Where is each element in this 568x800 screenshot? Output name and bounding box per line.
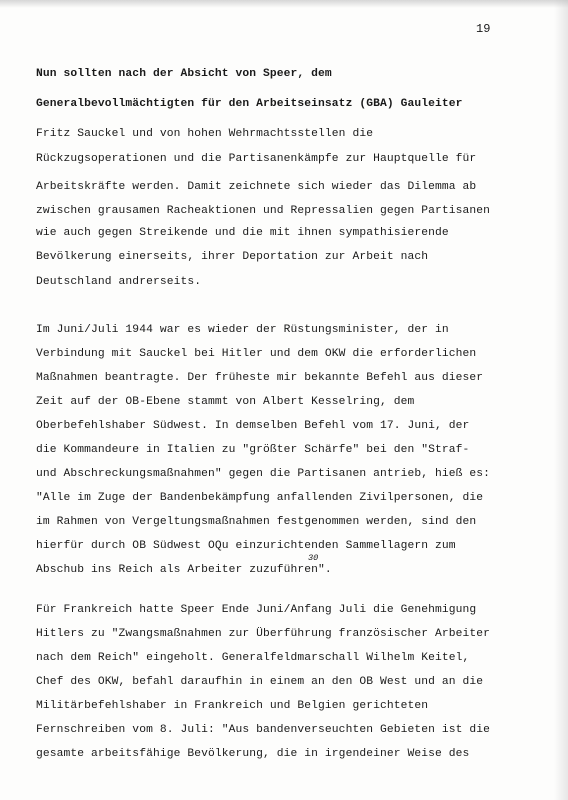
paragraph-1-line-5: Arbeitskräfte werden. Damit zeichnete sich wieder das Dilemma ab bbox=[36, 181, 477, 193]
paragraph-3-line-6: Fernschreiben vom 8. Juli: "Aus bandenverseuchten Gebieten ist die bbox=[36, 724, 491, 736]
paragraph-2-line-9: im Rahmen von Vergeltungsmaßnahmen festgenommen werden, sind den bbox=[36, 516, 477, 528]
paragraph-1-line-4: Rückzugsoperationen und die Partisanenkämpfe zur Hauptquelle für bbox=[36, 153, 477, 165]
scan-edge-top bbox=[0, 0, 568, 8]
paragraph-3-line-7: gesamte arbeitsfähige Bevölkerung, die in irgendeiner Weise des bbox=[36, 748, 470, 760]
paragraph-2-line-5: Oberbefehlshaber Südwest. In demselben Befehl vom 17. Juni, der bbox=[36, 420, 470, 432]
paragraph-3-line-2: Hitlers zu "Zwangsmaßnahmen zur Überführung französischer Arbeiter bbox=[36, 628, 491, 640]
paragraph-1-line-2: Generalbevollmächtigten für den Arbeitseinsatz (GBA) Gauleiter bbox=[36, 98, 463, 110]
paragraph-1-line-6: zwischen grausamen Racheaktionen und Repressalien gegen Partisanen bbox=[36, 205, 491, 217]
paragraph-2-line-11: Abschub ins Reich als Arbeiter zuzuführen". bbox=[36, 564, 332, 576]
footnote-mark: 30 bbox=[308, 553, 319, 563]
paragraph-2-line-4: Zeit auf der OB-Ebene stammt von Albert Kesselring, dem bbox=[36, 396, 415, 408]
paragraph-1-line-8: Bevölkerung einerseits, ihrer Deportation zur Arbeit nach bbox=[36, 251, 429, 263]
paragraph-2-line-1: Im Juni/Juli 1944 war es wieder der Rüstungsminister, der in bbox=[36, 324, 449, 336]
paragraph-3-line-1: Für Frankreich hatte Speer Ende Juni/Anfang Juli die Genehmigung bbox=[36, 604, 477, 616]
paragraph-1-line-7: wie auch gegen Streikende und die mit ihnen sympathisierende bbox=[36, 227, 449, 239]
paragraph-3-line-4: Chef des OKW, befahl daraufhin in einem an den OB West und an die bbox=[36, 676, 484, 688]
paragraph-2-line-10: hierfür durch OB Südwest OQu einzurichtenden Sammellagern zum bbox=[36, 540, 456, 552]
scan-edge-right bbox=[554, 0, 568, 800]
paragraph-2-line-7: und Abschreckungsmaßnahmen" gegen die Partisanen antrieb, hieß es: bbox=[36, 468, 491, 480]
paragraph-2-line-3: Maßnahmen beantragte. Der früheste mir bekannte Befehl aus dieser bbox=[36, 372, 484, 384]
paragraph-1-line-3: Fritz Sauckel und von hohen Wehrmachtsstellen die bbox=[36, 128, 374, 140]
page-number: 19 bbox=[476, 22, 491, 36]
paragraph-3-line-5: Militärbefehlshaber in Frankreich und Belgien gerichteten bbox=[36, 700, 429, 712]
paragraph-2-line-6: die Kommandeure in Italien zu "größter Schärfe" bei den "Straf- bbox=[36, 444, 470, 456]
paragraph-2-line-2: Verbindung mit Sauckel bei Hitler und dem OKW die erforderlichen bbox=[36, 348, 477, 360]
paragraph-3-line-3: nach dem Reich" eingeholt. Generalfeldmarschall Wilhelm Keitel, bbox=[36, 652, 470, 664]
paragraph-2-line-8: "Alle im Zuge der Bandenbekämpfung anfallenden Zivilpersonen, die bbox=[36, 492, 484, 504]
paragraph-1-line-1: Nun sollten nach der Absicht von Speer, dem bbox=[36, 68, 332, 80]
paragraph-1-line-9: Deutschland andrerseits. bbox=[36, 276, 202, 288]
